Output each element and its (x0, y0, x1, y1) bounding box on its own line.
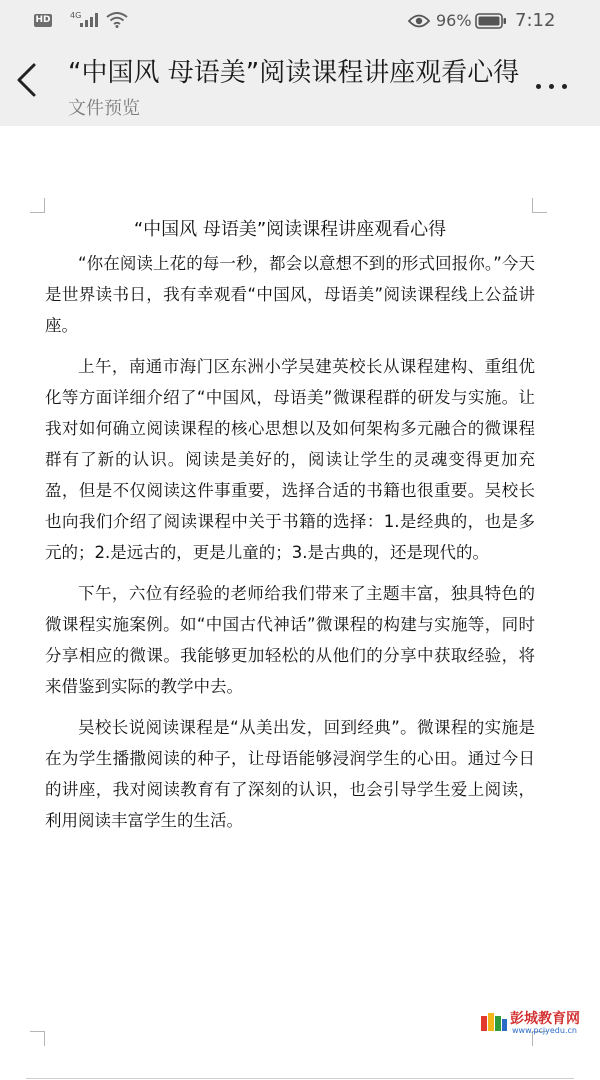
battery-percent: 96% (436, 11, 472, 30)
crop-mark-top-left (30, 198, 45, 213)
signal-icon (80, 13, 98, 27)
crop-mark-top-right (532, 198, 547, 213)
document-paragraph: 下午，六位有经验的老师给我们带来了主题丰富，独具特色的微课程实施案例。如“中国古代神话”微课程的构建与实施等，同时分享相应的微课。我能够更加轻松的从他们的分享中获取经验，将来借鉴到实际的教学中去。 (45, 584, 535, 696)
eye-icon (408, 14, 430, 28)
document-paragraph: “你在阅读上花的每一秒，都会以意想不到的形式回报你。”今天是世界读书日，我有幸观看“中国风，母语美”阅读课程线上公益讲座。 (45, 254, 535, 335)
page-subtitle: 文件预览 (68, 98, 140, 119)
battery-icon (475, 13, 507, 29)
status-bar (0, 0, 600, 44)
more-options-button[interactable] (530, 78, 574, 96)
wifi-icon (106, 12, 128, 28)
chevron-left-icon (14, 62, 38, 98)
watermark-site-url: www.pcjyedu.cn (512, 1026, 577, 1035)
document-body (45, 216, 535, 846)
back-button[interactable] (14, 62, 54, 106)
document-paragraph: 吴校长说阅读课程是“从美出发，回到经典”。微课程的实施是在为学生播撒阅读的种子，让母语能够浸润学生的心田。通过今日的讲座，我对阅读教育有了深刻的认识，也会引导学生爱上阅读，利用阅读丰富学生的生活。 (45, 718, 535, 830)
document-paragraph: 上午，南通市海门区东洲小学吴建英校长从课程建构、重组优化等方面详细介绍了“中国风，母语美”微课程群的研发与实施。让我对如何确立阅读课程的核心思想以及如何架构多元融合的微课程群有了新的认识。阅读是美好的，阅读让学生的灵魂变得更加充盈，但是不仅阅读这件事重要，选择合适的书籍也很重要。吴校长也向我们介绍了阅读课程中关于书籍的选择：1.是经典的，也是多元的；2.是远古的，更是儿童的；3.是古典的，还是现代的。 (45, 357, 535, 562)
document-title: “中国风 母语美”阅读课程讲座观看心得 (133, 219, 447, 240)
crop-mark-bottom-left (30, 1031, 45, 1046)
network-type-label: 4G (70, 11, 82, 20)
hd-badge: HD (35, 15, 51, 25)
app-header (0, 0, 600, 126)
page-divider (26, 1078, 574, 1079)
document-viewer[interactable] (0, 126, 600, 1080)
page-title: “中国风 母语美”阅读课程讲座观看心得 (68, 58, 520, 88)
site-watermark (480, 1006, 590, 1040)
clock: 7:12 (515, 10, 556, 31)
watermark-site-name: 彭城教育网 (510, 1011, 580, 1027)
books-logo-icon (480, 1010, 508, 1032)
